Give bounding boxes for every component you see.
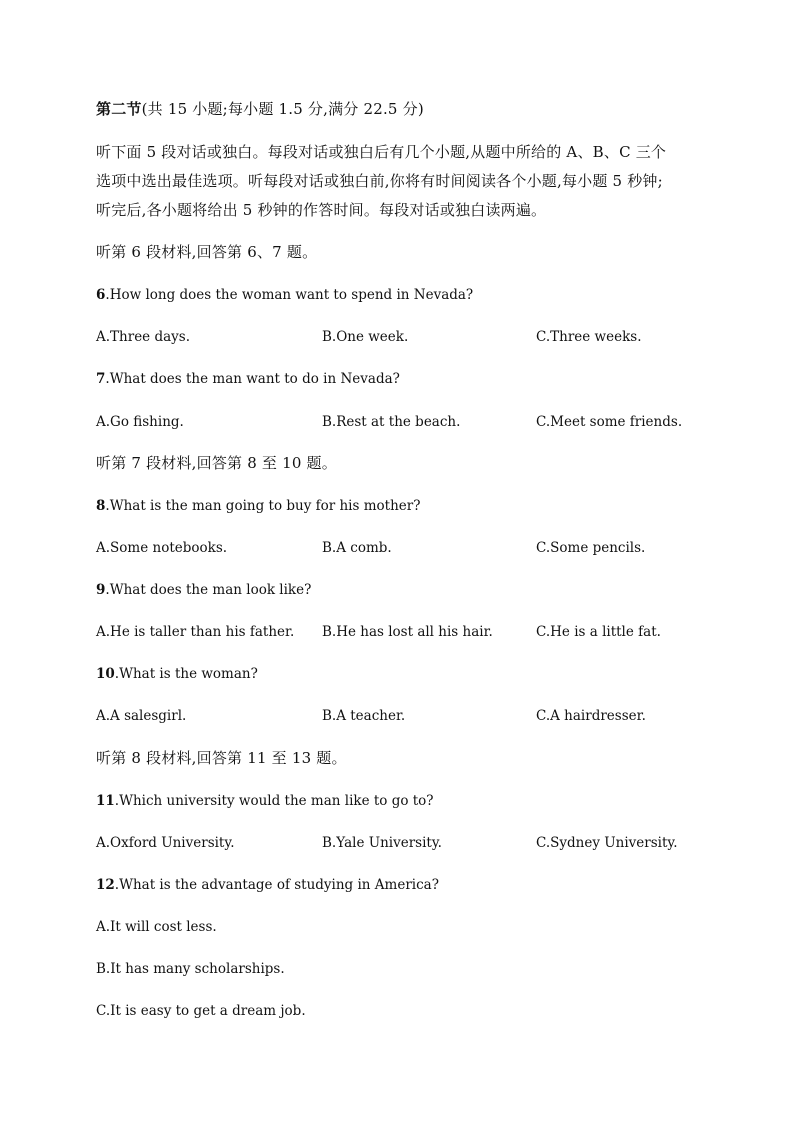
group-header-11-13: 听第 8 段材料,回答第 11 至 13 题。 bbox=[96, 749, 347, 767]
question-text: .Which university would the man like to go to? bbox=[114, 793, 434, 809]
question-11 bbox=[96, 791, 434, 811]
option-9-a: A.He is taller than his father. bbox=[96, 624, 295, 640]
option-7-c: C.Meet some friends. bbox=[536, 414, 683, 430]
question-10 bbox=[96, 664, 258, 684]
question-6 bbox=[96, 285, 473, 305]
question-text: .What is the woman? bbox=[114, 666, 258, 682]
question-number: 12 bbox=[96, 877, 115, 893]
question-text: .What does the man look like? bbox=[105, 582, 312, 598]
instructions-line-2: 选项中选出最佳选项。听每段对话或独白前,你将有时间阅读各个小题,每小题 5 秒钟; bbox=[96, 172, 663, 190]
question-number: 9 bbox=[96, 582, 106, 598]
instructions-line-3: 听完后,各小题将给出 5 秒钟的作答时间。每段对话或独白读两遍。 bbox=[96, 201, 547, 219]
option-10-c: C.A hairdresser. bbox=[536, 708, 646, 724]
section-title-rest: (共 15 小题;每小题 1.5 分,满分 22.5 分) bbox=[141, 100, 424, 118]
option-7-a: A.Go fishing. bbox=[96, 414, 184, 430]
option-6-b: B.One week. bbox=[322, 329, 409, 345]
question-8 bbox=[96, 496, 420, 516]
group-header-8-10: 听第 7 段材料,回答第 8 至 10 题。 bbox=[96, 454, 337, 472]
option-10-b: B.A teacher. bbox=[322, 708, 406, 724]
question-text: .What is the man going to buy for his mother? bbox=[105, 498, 421, 514]
option-7-b: B.Rest at the beach. bbox=[322, 414, 461, 430]
option-12-b: B.It has many scholarships. bbox=[96, 961, 285, 977]
question-text: .What does the man want to do in Nevada? bbox=[105, 371, 400, 387]
question-number: 8 bbox=[96, 498, 106, 514]
question-9 bbox=[96, 580, 311, 600]
option-8-c: C.Some pencils. bbox=[536, 540, 646, 556]
option-8-a: A.Some notebooks. bbox=[96, 540, 228, 556]
option-9-b: B.He has lost all his hair. bbox=[322, 624, 493, 640]
group-header-6-7: 听第 6 段材料,回答第 6、7 题。 bbox=[96, 243, 318, 261]
option-11-a: A.Oxford University. bbox=[96, 835, 235, 851]
question-number: 6 bbox=[96, 287, 106, 303]
question-number: 10 bbox=[96, 666, 115, 682]
section-title bbox=[96, 99, 424, 119]
option-6-c: C.Three weeks. bbox=[536, 329, 642, 345]
question-12 bbox=[96, 875, 439, 895]
question-text: .What is the advantage of studying in America? bbox=[114, 877, 439, 893]
option-11-b: B.Yale University. bbox=[322, 835, 442, 851]
option-9-c: C.He is a little fat. bbox=[536, 624, 661, 640]
question-text: .How long does the woman want to spend in Nevada? bbox=[105, 287, 474, 303]
question-7 bbox=[96, 369, 400, 389]
option-6-a: A.Three days. bbox=[96, 329, 190, 345]
option-12-c: C.It is easy to get a dream job. bbox=[96, 1003, 306, 1019]
option-11-c: C.Sydney University. bbox=[536, 835, 678, 851]
option-12-a: A.It will cost less. bbox=[96, 919, 217, 935]
option-10-a: A.A salesgirl. bbox=[96, 708, 187, 724]
option-8-b: B.A comb. bbox=[322, 540, 392, 556]
instructions-line-1: 听下面 5 段对话或独白。每段对话或独白后有几个小题,从题中所给的 A、B、C 三个 bbox=[96, 143, 667, 161]
section-title-bold: 第二节 bbox=[96, 100, 142, 118]
question-number: 11 bbox=[96, 793, 115, 809]
question-number: 7 bbox=[96, 371, 106, 387]
